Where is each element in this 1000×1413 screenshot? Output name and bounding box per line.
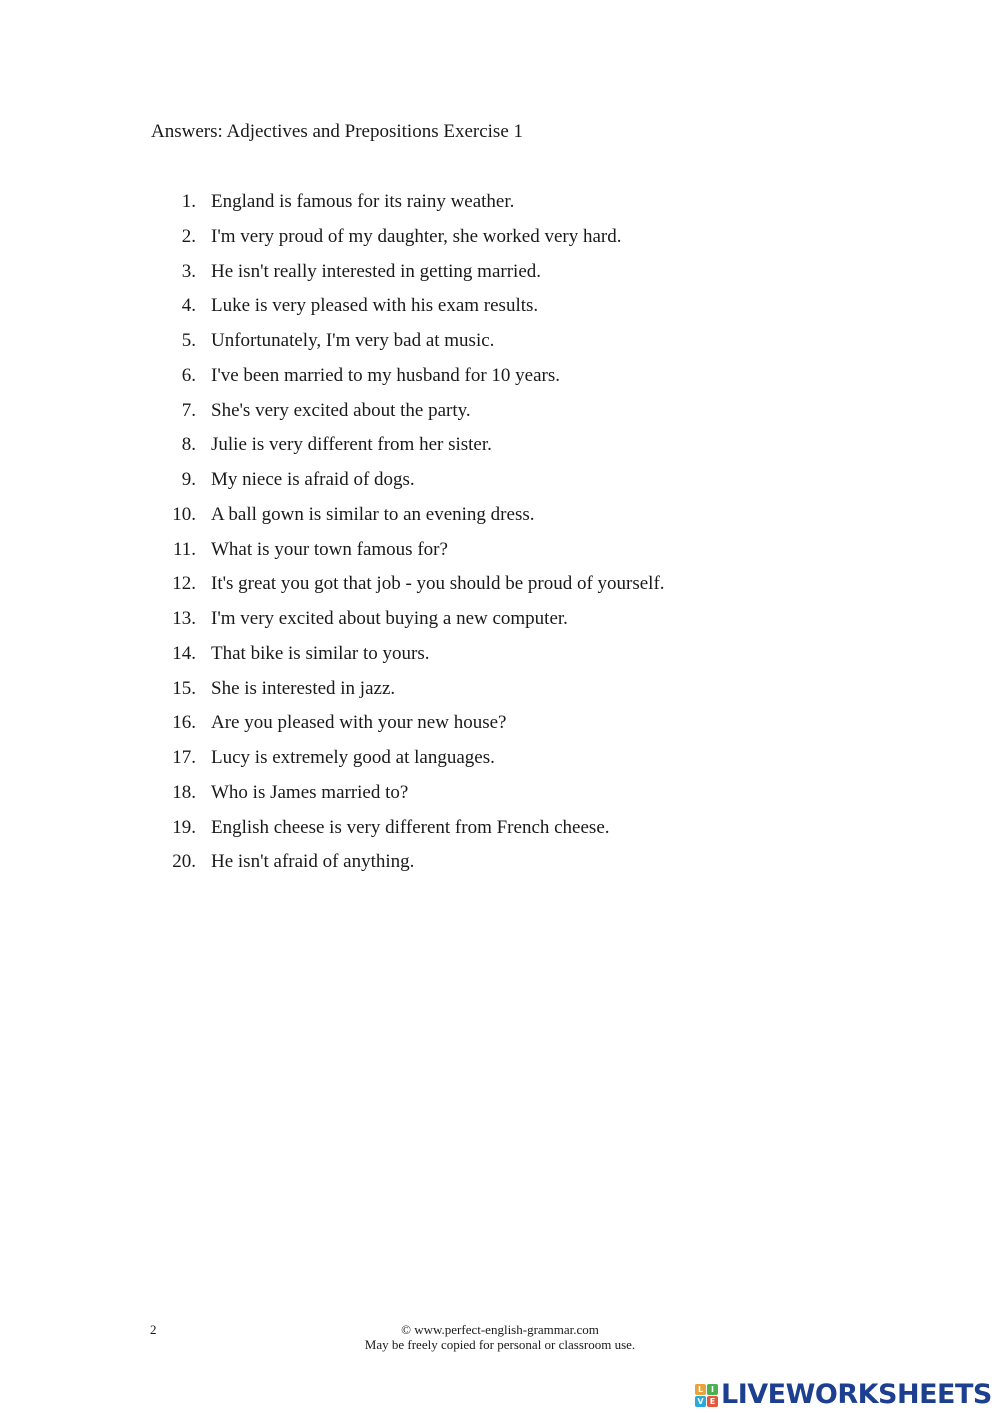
list-item — [0, 779, 1000, 814]
liveworksheets-icon — [695, 1384, 718, 1407]
list-item — [0, 848, 1000, 883]
item-text: I've been married to my husband for 10 years. — [211, 364, 561, 386]
list-item — [0, 327, 1000, 362]
item-text: Who is James married to? — [211, 781, 409, 803]
logo-tile: L — [695, 1384, 706, 1395]
item-text: That bike is similar to yours. — [211, 642, 430, 664]
logo-tile: V — [695, 1396, 706, 1407]
item-number: 5. — [181, 330, 196, 351]
item-text: Lucy is extremely good at languages. — [211, 747, 495, 768]
item-text: He isn't really interested in getting married. — [211, 260, 542, 282]
copyright-line: © www.perfect-english-grammar.com — [401, 1322, 599, 1337]
item-text: Julie is very different from her sister. — [211, 434, 492, 456]
list-item — [0, 501, 1000, 536]
item-number: 19. — [172, 816, 196, 838]
item-number: 2. — [181, 225, 196, 247]
item-text: She is interested in jazz. — [211, 677, 396, 699]
list-item — [0, 223, 1000, 258]
item-number: 20. — [172, 851, 196, 873]
item-number: 9. — [181, 469, 196, 490]
page-number: 2 — [150, 1322, 157, 1337]
list-item — [0, 188, 1000, 223]
list-item — [0, 605, 1000, 640]
item-number: 7. — [181, 399, 196, 421]
list-item — [0, 675, 1000, 710]
page-title: Answers: Adjectives and Prepositions Exercise 1 — [151, 121, 524, 142]
item-text: He isn't afraid of anything. — [211, 851, 415, 873]
logo-tile: E — [707, 1396, 718, 1407]
item-text: I'm very excited about buying a new computer. — [211, 608, 568, 629]
answer-list — [0, 188, 1000, 883]
item-number: 16. — [172, 712, 196, 734]
footer — [300, 1322, 700, 1352]
item-number: 12. — [172, 573, 196, 595]
item-number: 18. — [172, 781, 196, 803]
list-item — [0, 709, 1000, 744]
list-item — [0, 640, 1000, 675]
item-text: England is famous for its rainy weather. — [211, 191, 515, 212]
item-number: 17. — [172, 747, 196, 768]
list-item — [0, 431, 1000, 466]
item-number: 14. — [172, 642, 196, 664]
item-number: 11. — [172, 538, 196, 560]
liveworksheets-logo-text: LIVEWORKSHEETS — [721, 1379, 992, 1410]
item-text: I'm very proud of my daughter, she worked very hard. — [211, 225, 622, 247]
list-item — [0, 814, 1000, 849]
list-item — [0, 570, 1000, 605]
item-number: 15. — [172, 677, 196, 699]
list-item — [0, 292, 1000, 327]
item-number: 13. — [172, 608, 196, 629]
item-text: She's very excited about the party. — [211, 399, 471, 421]
item-number: 8. — [181, 434, 196, 456]
list-item — [0, 397, 1000, 432]
list-item — [0, 362, 1000, 397]
logo-tile: I — [707, 1384, 718, 1395]
item-text: It's great you got that job - you should be proud of yourself. — [211, 573, 665, 595]
liveworksheets-logo — [695, 1378, 992, 1412]
item-text: A ball gown is similar to an evening dress. — [211, 503, 535, 525]
list-item — [0, 258, 1000, 293]
item-number: 3. — [181, 260, 196, 282]
item-text: My niece is afraid of dogs. — [211, 469, 415, 490]
list-item — [0, 466, 1000, 501]
list-item — [0, 536, 1000, 571]
item-text: Are you pleased with your new house? — [211, 712, 507, 734]
item-number: 10. — [172, 503, 196, 525]
list-item — [0, 744, 1000, 779]
item-text: Unfortunately, I'm very bad at music. — [211, 330, 495, 351]
item-text: What is your town famous for? — [211, 538, 448, 560]
item-number: 1. — [181, 191, 196, 212]
license-line: May be freely copied for personal or classroom use. — [364, 1337, 636, 1352]
item-number: 4. — [181, 295, 196, 317]
item-text: English cheese is very different from French cheese. — [211, 816, 610, 838]
item-text: Luke is very pleased with his exam results. — [211, 295, 539, 317]
item-number: 6. — [181, 364, 196, 386]
